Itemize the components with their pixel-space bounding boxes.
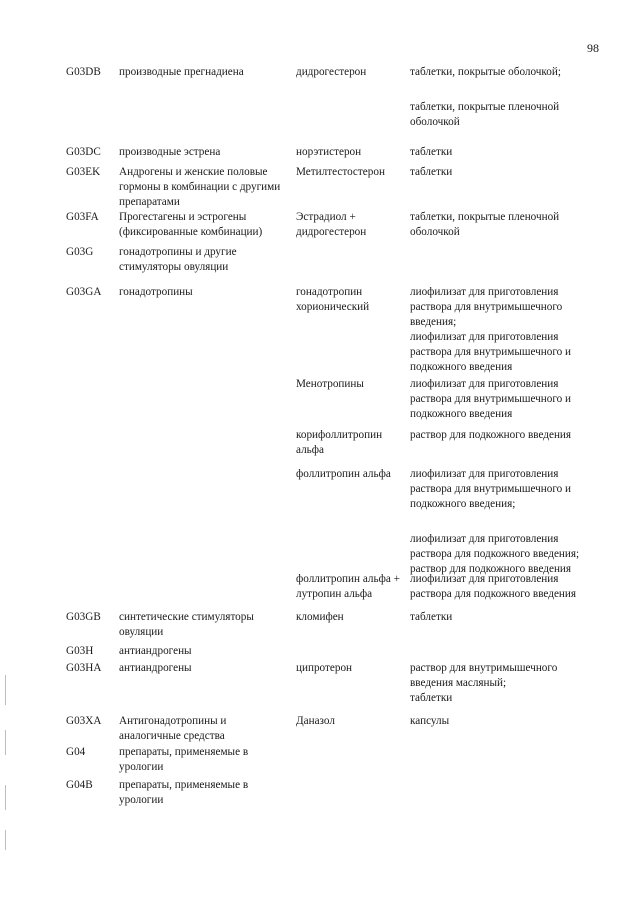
pharmacological-group: Антигонадотропины и аналогичные средства <box>119 715 227 742</box>
drug-name: норэтистерон <box>296 146 362 158</box>
atc-code: G03GA <box>66 286 102 298</box>
pharmacological-group: препараты, применяемые в урологии <box>119 779 249 806</box>
dosage-form: раствор для внутримышечного введения масляный; <box>410 662 558 689</box>
atc-code: G03DC <box>66 146 101 158</box>
dosage-form: таблетки <box>410 692 453 704</box>
dosage-form <box>410 512 600 532</box>
drug-name: Эстрадиол + дидрогестерон <box>296 211 367 238</box>
dosage-forms <box>410 210 600 240</box>
pharmacological-group: синтетические стимуляторы овуляции <box>119 611 254 638</box>
dosage-form: таблетки, покрытые пленочной оболочкой <box>410 211 560 238</box>
dosage-forms <box>410 610 600 625</box>
pharmacological-group: препараты, применяемые в урологии <box>119 746 249 773</box>
margin-scan-mark <box>5 785 6 810</box>
dosage-form: лиофилизат для приготовления раствора для подкожного введения <box>410 573 577 600</box>
margin-scan-mark <box>5 675 6 705</box>
atc-code: G03H <box>66 645 94 657</box>
drug-name: кломифен <box>296 611 344 623</box>
dosage-form: таблетки, покрытые оболочкой; <box>410 66 561 78</box>
dosage-forms <box>410 714 600 729</box>
atc-code: G03FA <box>66 211 99 223</box>
drug-name: фоллитропин альфа + лутропин альфа <box>296 573 400 600</box>
margin-scan-mark <box>5 830 6 850</box>
dosage-form: раствор для подкожного введения <box>410 429 572 441</box>
dosage-forms <box>410 428 600 443</box>
dosage-forms <box>410 467 600 577</box>
atc-code: G03EK <box>66 166 101 178</box>
dosage-form: раствор для подкожного введения <box>410 563 572 575</box>
pharmacological-group: Прогестагены и эстрогены (фиксированные комбинации) <box>119 211 263 238</box>
atc-code: G03HA <box>66 662 102 674</box>
dosage-form: капсулы <box>410 715 450 727</box>
drug-name: Метилтестостерон <box>296 166 385 178</box>
dosage-form: таблетки <box>410 146 453 158</box>
dosage-form <box>410 80 600 100</box>
pharmacological-group: гонадотропины и другие стимуляторы овуляции <box>119 246 237 273</box>
dosage-forms <box>410 165 600 180</box>
dosage-forms <box>410 65 600 130</box>
pharmacological-group: антиандрогены <box>119 662 192 674</box>
drug-name: фоллитропин альфа <box>296 468 391 480</box>
pharmacological-group: Андрогены и женские половые гормоны в комбинации с другими препаратами <box>119 166 281 208</box>
dosage-form: лиофилизат для приготовления раствора для внутримышечного и подкожного введения <box>410 331 572 373</box>
pharmacological-group: производные эстрена <box>119 146 221 158</box>
page-number: 98 <box>587 41 599 55</box>
dosage-forms <box>410 285 600 375</box>
drug-name: Менотропины <box>296 378 364 390</box>
dosage-form: лиофилизат для приготовления раствора для внутримышечного и подкожного введения <box>410 378 572 420</box>
dosage-forms <box>410 661 600 706</box>
atc-code: G04 <box>66 746 86 758</box>
drug-name: корифоллитропин альфа <box>296 429 383 456</box>
dosage-form: лиофилизат для приготовления раствора для внутримышечного введения; <box>410 286 563 328</box>
atc-code: G03GB <box>66 611 101 623</box>
dosage-form: таблетки <box>410 166 453 178</box>
margin-scan-mark <box>5 730 6 755</box>
atc-code: G04B <box>66 779 93 791</box>
dosage-form: таблетки, покрытые пленочной оболочкой <box>410 101 560 128</box>
atc-code: G03G <box>66 246 94 258</box>
atc-code: G03XA <box>66 715 102 727</box>
dosage-form: лиофилизат для приготовления раствора для внутримышечного и подкожного введения; <box>410 468 572 510</box>
drug-name: ципротерон <box>296 662 353 674</box>
pharmacological-group: гонадотропины <box>119 286 193 298</box>
dosage-form: лиофилизат для приготовления раствора для подкожного введения; <box>410 533 580 560</box>
pharmacological-group: антиандрогены <box>119 645 192 657</box>
dosage-form: таблетки <box>410 611 453 623</box>
dosage-forms <box>410 145 600 160</box>
drug-name: дидрогестерон <box>296 66 367 78</box>
drug-name: Даназол <box>296 715 335 727</box>
dosage-forms <box>410 572 600 602</box>
atc-code: G03DB <box>66 66 101 78</box>
pharmacological-group: производные прегнадиена <box>119 66 244 78</box>
drug-name: гонадотропин хорионический <box>296 286 370 313</box>
dosage-forms <box>410 377 600 422</box>
